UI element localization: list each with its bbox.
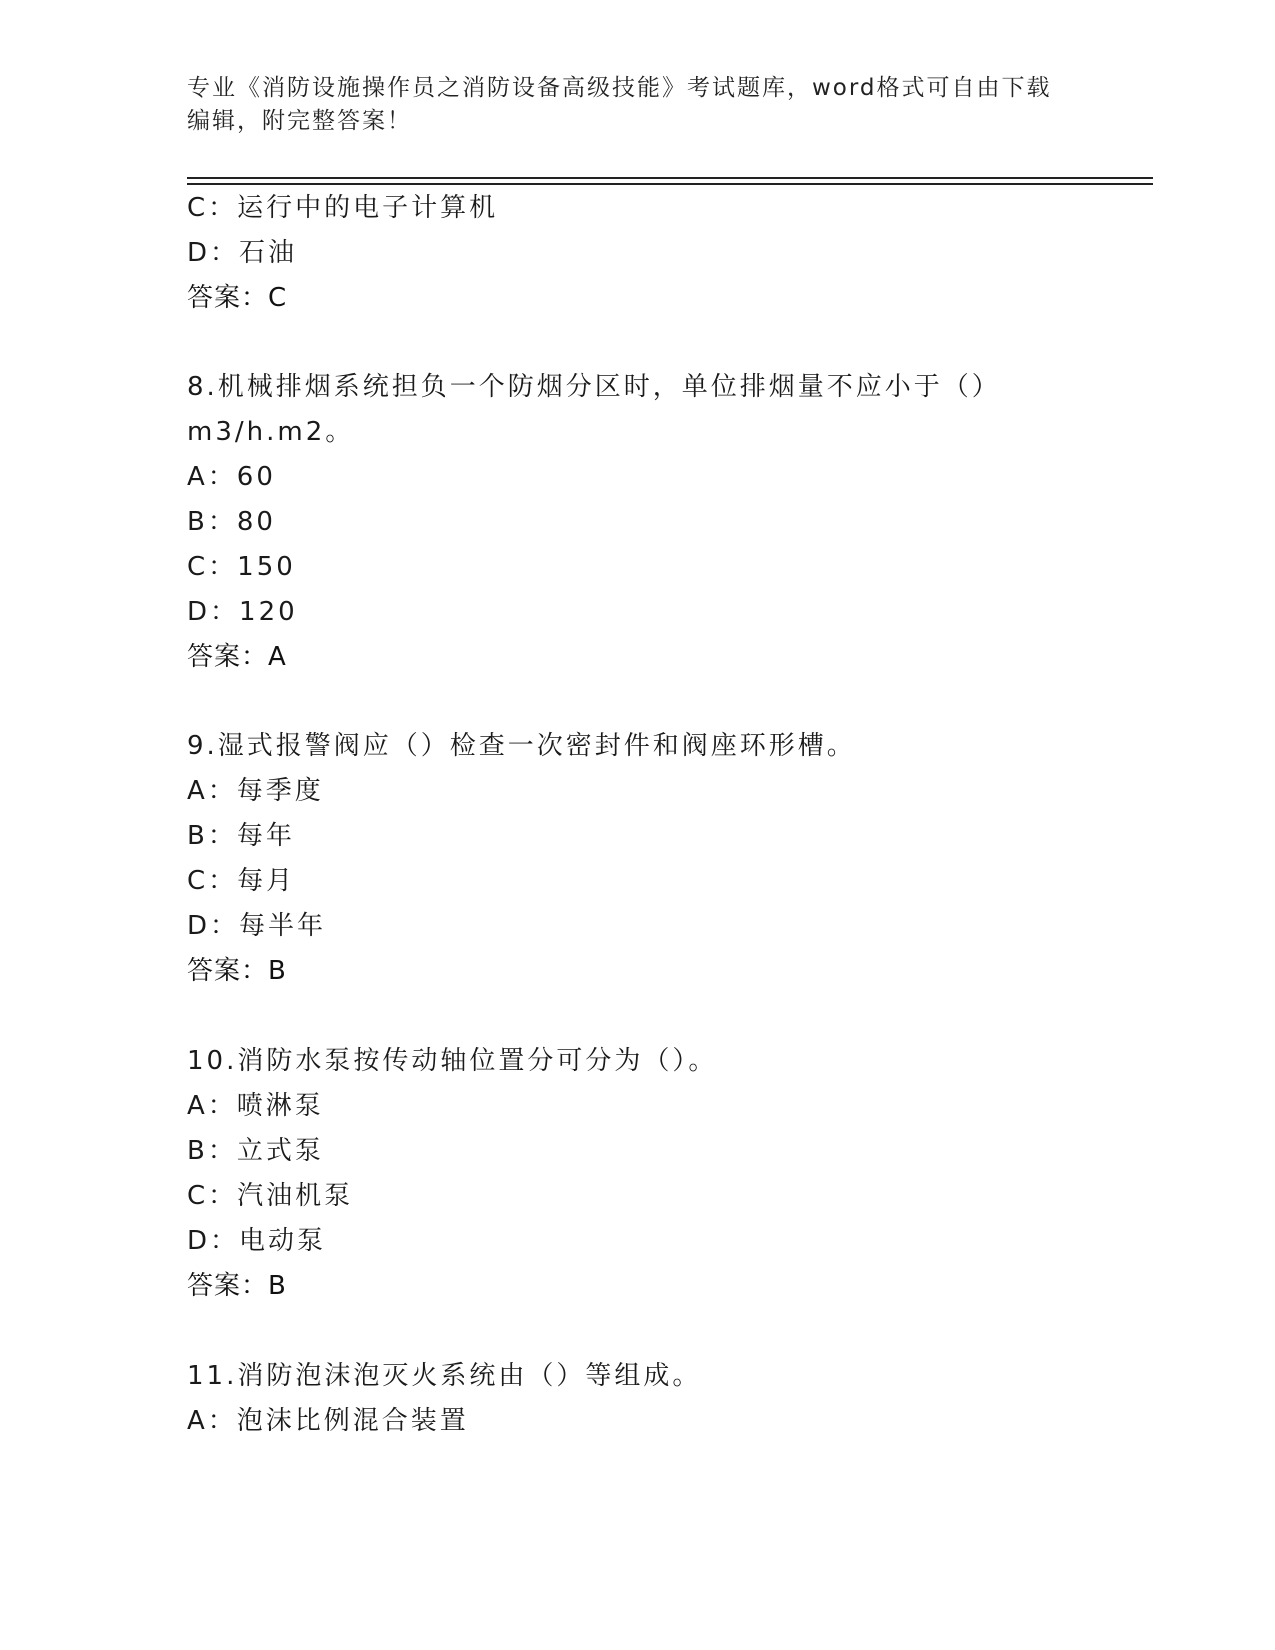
q11-option-a: A：泡沫比例混合装置 — [187, 1406, 469, 1436]
q9-option-d: D：每半年 — [187, 911, 327, 941]
q7-option-d: D：石油 — [187, 238, 298, 268]
q7-option-c: C：运行中的电子计算机 — [187, 193, 499, 223]
q9-option-a: A：每季度 — [187, 776, 324, 806]
q10-answer: 答案：B — [187, 1271, 287, 1301]
header-divider-bottom — [187, 183, 1153, 185]
header-divider-top — [187, 177, 1153, 179]
q8-stem: 8.机械排烟系统担负一个防烟分区时，单位排烟量不应小于（） — [187, 372, 1001, 402]
q9-option-c: C：每月 — [187, 866, 296, 896]
q10-option-b: B：立式泵 — [187, 1136, 324, 1166]
q8-answer: 答案：A — [187, 642, 287, 672]
q8-stem-continued: m3/h.m2。 — [187, 417, 355, 447]
q8-option-c: C：150 — [187, 552, 296, 582]
q8-option-d: D：120 — [187, 597, 298, 627]
q10-stem: 10.消防水泵按传动轴位置分可分为（）。 — [187, 1046, 718, 1076]
q9-answer: 答案：B — [187, 956, 287, 986]
q10-option-d: D：电动泵 — [187, 1226, 327, 1256]
document-header: 专业《消防设施操作员之消防设备高级技能》考试题库，word格式可自由下载编辑，附完整答案！ — [187, 75, 1052, 134]
q8-option-b: B：80 — [187, 507, 276, 537]
q9-option-b: B：每年 — [187, 821, 295, 851]
q11-stem: 11.消防泡沫泡灭火系统由（）等组成。 — [187, 1361, 702, 1391]
q10-option-a: A：喷淋泵 — [187, 1091, 324, 1121]
q9-stem: 9.湿式报警阀应（）检查一次密封件和阀座环形槽。 — [187, 731, 856, 761]
q7-answer: 答案：C — [187, 283, 288, 313]
q10-option-c: C：汽油机泵 — [187, 1181, 354, 1211]
q8-option-a: A：60 — [187, 462, 276, 492]
